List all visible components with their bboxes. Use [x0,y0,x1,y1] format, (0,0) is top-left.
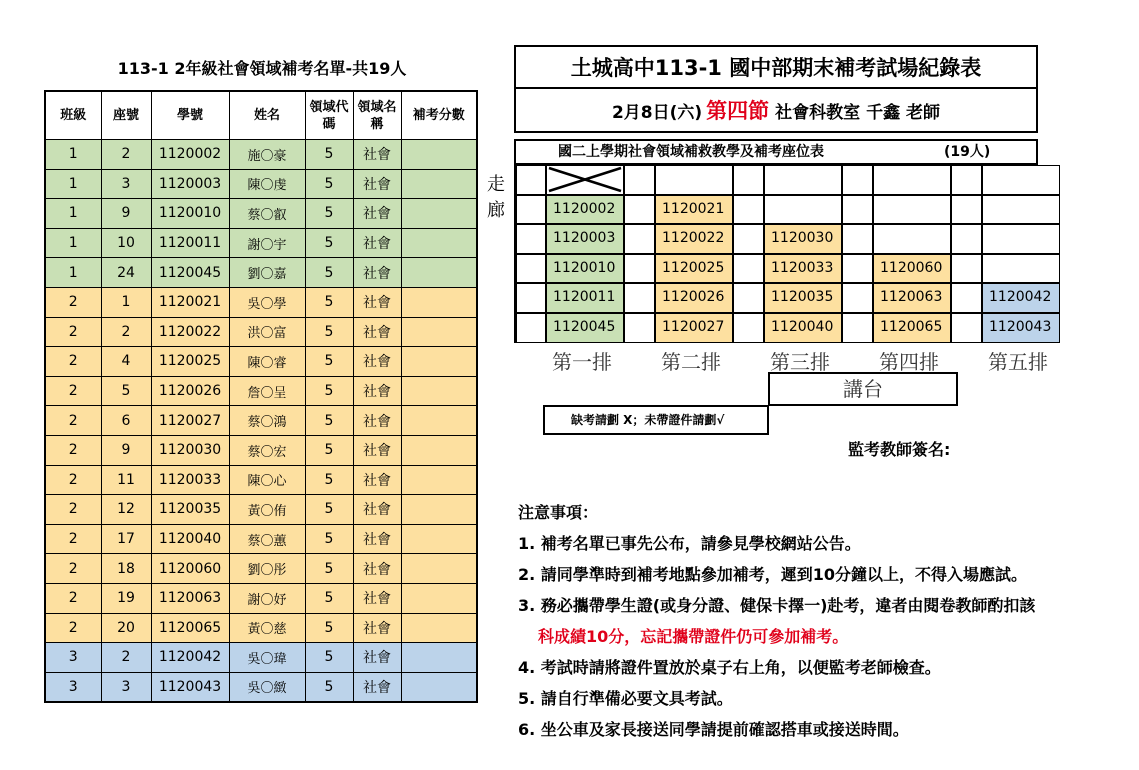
seat: 1120063 [873,283,951,313]
cell-cls: 1 [45,258,101,288]
cell-name: 謝〇宇 [229,228,305,258]
aisle-gap [733,313,764,343]
seat: 1120035 [764,283,842,313]
cell-name: 陳〇睿 [229,347,305,377]
aisle-gap [951,165,982,195]
cell-cls: 2 [45,376,101,406]
aisle-gap [733,224,764,254]
aisle-gap [624,283,655,313]
seat: 1120021 [655,195,733,225]
cell-code: 5 [305,435,353,465]
cell-score [401,169,477,199]
exam-period: 第四節 [706,99,770,123]
row-label: 第二排 [661,350,721,374]
session-info [514,89,1038,133]
header-name: 姓名 [229,91,305,140]
cell-seat: 12 [101,495,151,525]
cell-field: 社會 [353,347,401,377]
cell-field: 社會 [353,554,401,584]
header-student-id: 學號 [151,91,229,140]
header-field-code: 領域代碼 [305,91,353,140]
aisle-gap [733,195,764,225]
cell-score [401,140,477,170]
cell-cls: 3 [45,643,101,673]
cell-score [401,613,477,643]
cell-field: 社會 [353,169,401,199]
seat: 1120010 [546,254,624,284]
cell-cls: 2 [45,524,101,554]
cell-cls: 3 [45,672,101,702]
exam-room: 社會科教室 千鑫 老師 [775,102,941,123]
cell-code: 5 [305,643,353,673]
cell-seat: 5 [101,376,151,406]
cell-cls: 2 [45,554,101,584]
cell-field: 社會 [353,495,401,525]
cell-id: 1120003 [151,169,229,199]
cell-name: 蔡〇叡 [229,199,305,229]
row-label: 第三排 [770,350,830,374]
table-row [45,554,477,584]
cell-name: 蔡〇鴻 [229,406,305,436]
cell-code: 5 [305,406,353,436]
cell-id: 1120043 [151,672,229,702]
cell-cls: 2 [45,583,101,613]
cell-id: 1120011 [151,228,229,258]
cell-score [401,228,477,258]
aisle-gap [951,224,982,254]
table-row [45,169,477,199]
cell-name: 吳〇學 [229,287,305,317]
header-seat: 座號 [101,91,151,140]
cell-name: 吳〇緻 [229,672,305,702]
crossed-out-seat [546,165,624,195]
aisle-gap [951,313,982,343]
cell-code: 5 [305,613,353,643]
empty-seat [873,195,951,225]
seat: 1120002 [546,195,624,225]
empty-seat [982,165,1060,195]
cell-name: 蔡〇宏 [229,435,305,465]
cell-cls: 1 [45,169,101,199]
aisle-gap [516,254,546,284]
cell-score [401,583,477,613]
table-header-row [45,91,477,140]
empty-seat [982,195,1060,225]
cell-seat: 18 [101,554,151,584]
aisle-gap [516,165,546,195]
cell-field: 社會 [353,643,401,673]
aisle-gap [951,283,982,313]
cell-field: 社會 [353,672,401,702]
cell-id: 1120042 [151,643,229,673]
cell-cls: 1 [45,199,101,229]
cell-score [401,258,477,288]
cell-field: 社會 [353,317,401,347]
table-row [45,583,477,613]
header-score: 補考分數 [401,91,477,140]
list-title: 113-1 2年級社會領域補考名單-共19人 [117,59,407,78]
cell-seat: 24 [101,258,151,288]
cell-seat: 20 [101,613,151,643]
cell-seat: 3 [101,672,151,702]
cell-name: 陳〇心 [229,465,305,495]
cell-id: 1120040 [151,524,229,554]
cell-field: 社會 [353,524,401,554]
aisle-gap [951,254,982,284]
cell-code: 5 [305,140,353,170]
cell-code: 5 [305,465,353,495]
cell-field: 社會 [353,228,401,258]
cell-code: 5 [305,672,353,702]
cell-id: 1120021 [151,287,229,317]
cell-seat: 19 [101,583,151,613]
seat: 1120045 [546,313,624,343]
cell-field: 社會 [353,583,401,613]
aisle-gap [842,313,873,343]
cell-cls: 2 [45,495,101,525]
cell-name: 蔡〇蕙 [229,524,305,554]
seat: 1120027 [655,313,733,343]
cell-score [401,376,477,406]
cell-score [401,672,477,702]
seating-title-bar [514,139,1038,165]
seat: 1120011 [546,283,624,313]
seat: 1120030 [764,224,842,254]
cell-score [401,524,477,554]
aisle-gap [842,165,873,195]
notes-heading: 注意事項： [518,503,599,522]
seat: 1120025 [655,254,733,284]
table-row [45,613,477,643]
empty-seat [873,224,951,254]
notes [518,497,1128,745]
cell-seat: 11 [101,465,151,495]
empty-seat [764,195,842,225]
header-class: 班級 [45,91,101,140]
note-item: 6. 坐公車及家長接送同學請提前確認搭車或接送時間。 [518,720,909,739]
table-row [45,347,477,377]
table-row [45,258,477,288]
cell-cls: 1 [45,228,101,258]
cell-id: 1120030 [151,435,229,465]
cell-code: 5 [305,583,353,613]
exam-date: 2月8日(六) [611,102,703,123]
table-row [45,228,477,258]
cell-field: 社會 [353,258,401,288]
cell-cls: 2 [45,465,101,495]
cell-score [401,406,477,436]
cell-cls: 2 [45,435,101,465]
cross-mark-icon [547,166,623,193]
aisle-gap [733,283,764,313]
table-row [45,406,477,436]
cell-cls: 2 [45,347,101,377]
empty-seat [764,165,842,195]
seat: 1120060 [873,254,951,284]
cell-field: 社會 [353,613,401,643]
cell-code: 5 [305,524,353,554]
aisle-gap [624,254,655,284]
cell-seat: 2 [101,140,151,170]
row-label: 第一排 [552,350,612,374]
cell-name: 劉〇嘉 [229,258,305,288]
seat: 1120022 [655,224,733,254]
cell-field: 社會 [353,140,401,170]
aisle-gap [516,283,546,313]
cell-code: 5 [305,376,353,406]
cell-name: 黃〇侑 [229,495,305,525]
table-row [45,495,477,525]
cell-id: 1120022 [151,317,229,347]
seating-grid [514,165,1052,343]
cell-seat: 17 [101,524,151,554]
cell-field: 社會 [353,287,401,317]
aisle-gap [951,195,982,225]
cell-name: 吳〇瑋 [229,643,305,673]
row-label: 第五排 [988,350,1048,374]
cell-code: 5 [305,317,353,347]
seat: 1120040 [764,313,842,343]
cell-cls: 1 [45,140,101,170]
cell-name: 黃〇慈 [229,613,305,643]
cell-score [401,435,477,465]
aisle-gap [842,254,873,284]
aisle-gap [842,283,873,313]
cell-id: 1120027 [151,406,229,436]
cell-score [401,199,477,229]
table-row [45,199,477,229]
aisle-gap [624,224,655,254]
cell-seat: 4 [101,347,151,377]
cell-score [401,317,477,347]
table-row [45,287,477,317]
cell-id: 1120035 [151,495,229,525]
record-title: 土城高中113-1 國中部期末補考試場紀錄表 [514,45,1038,89]
cell-cls: 2 [45,406,101,436]
table-row [45,524,477,554]
aisle-gap [842,224,873,254]
cell-id: 1120002 [151,140,229,170]
cell-code: 5 [305,199,353,229]
note-item: 5. 請自行準備必要文具考試。 [518,689,733,708]
note-item: 3. 務必攜帶學生證(或身分證、健保卡擇一)赴考，違者由閱卷教師酌扣該 [518,596,1036,615]
seat: 1120065 [873,313,951,343]
cell-score [401,495,477,525]
row-label: 第四排 [879,350,939,374]
aisle-gap [624,313,655,343]
cell-code: 5 [305,228,353,258]
proctor-signature-label: 監考教師簽名: [848,440,951,459]
cell-score [401,465,477,495]
podium: 講台 [768,372,958,406]
cell-seat: 9 [101,435,151,465]
seat: 1120003 [546,224,624,254]
table-row [45,465,477,495]
empty-seat [982,224,1060,254]
cell-id: 1120033 [151,465,229,495]
cell-name: 劉〇彤 [229,554,305,584]
cell-name: 陳〇虔 [229,169,305,199]
cell-seat: 9 [101,199,151,229]
cell-score [401,554,477,584]
table-row [45,643,477,673]
note-item: 4. 考試時請將證件置放於桌子右上角，以便監考老師檢查。 [518,658,941,677]
cell-field: 社會 [353,376,401,406]
aisle-gap [842,195,873,225]
empty-seat [655,165,733,195]
cell-score [401,347,477,377]
cell-seat: 6 [101,406,151,436]
cell-id: 1120060 [151,554,229,584]
cell-cls: 2 [45,613,101,643]
cell-field: 社會 [353,406,401,436]
cell-code: 5 [305,554,353,584]
cell-field: 社會 [353,199,401,229]
empty-seat [873,165,951,195]
aisle-gap [733,254,764,284]
cell-id: 1120063 [151,583,229,613]
cell-field: 社會 [353,465,401,495]
seating-count: (19人) [944,144,991,160]
table-row [45,317,477,347]
cell-code: 5 [305,347,353,377]
cell-id: 1120045 [151,258,229,288]
aisle-gap [516,313,546,343]
note-item: 1. 補考名單已事先公布，請參見學校網站公告。 [518,534,861,553]
empty-seat [982,254,1060,284]
legend: 缺考請劃 X；未帶證件請劃√ [543,405,769,435]
cell-name: 洪〇富 [229,317,305,347]
cell-seat: 3 [101,169,151,199]
cell-seat: 10 [101,228,151,258]
aisle-gap [516,224,546,254]
cell-seat: 2 [101,643,151,673]
cell-score [401,287,477,317]
note-item-warning: 科成績10分，忘記攜帶證件仍可參加補考。 [538,627,849,646]
cell-id: 1120065 [151,613,229,643]
cell-code: 5 [305,258,353,288]
cell-cls: 2 [45,287,101,317]
cell-cls: 2 [45,317,101,347]
seat: 1120042 [982,283,1060,313]
seating-title: 國二上學期社會領域補救教學及補考座位表 [558,144,824,160]
aisle-gap [733,165,764,195]
cell-code: 5 [305,495,353,525]
cell-code: 5 [305,169,353,199]
aisle-gap [624,165,655,195]
aisle-gap [624,195,655,225]
cell-score [401,643,477,673]
table-row [45,140,477,170]
cell-id: 1120025 [151,347,229,377]
cell-field: 社會 [353,435,401,465]
seat: 1120043 [982,313,1060,343]
seat: 1120033 [764,254,842,284]
cell-id: 1120026 [151,376,229,406]
cell-id: 1120010 [151,199,229,229]
seat: 1120026 [655,283,733,313]
cell-name: 謝〇妤 [229,583,305,613]
header-field-name: 領域名稱 [353,91,401,140]
cell-code: 5 [305,287,353,317]
cell-name: 施〇豪 [229,140,305,170]
cell-seat: 2 [101,317,151,347]
aisle-label: 走廊 [487,174,505,221]
cell-name: 詹〇呈 [229,376,305,406]
note-item: 2. 請同學準時到補考地點參加補考，遲到10分鐘以上，不得入場應試。 [518,565,1028,584]
table-row [45,376,477,406]
aisle-gap [516,195,546,225]
table-row [45,672,477,702]
table-row [45,435,477,465]
makeup-list-table [44,90,478,703]
cell-seat: 1 [101,287,151,317]
